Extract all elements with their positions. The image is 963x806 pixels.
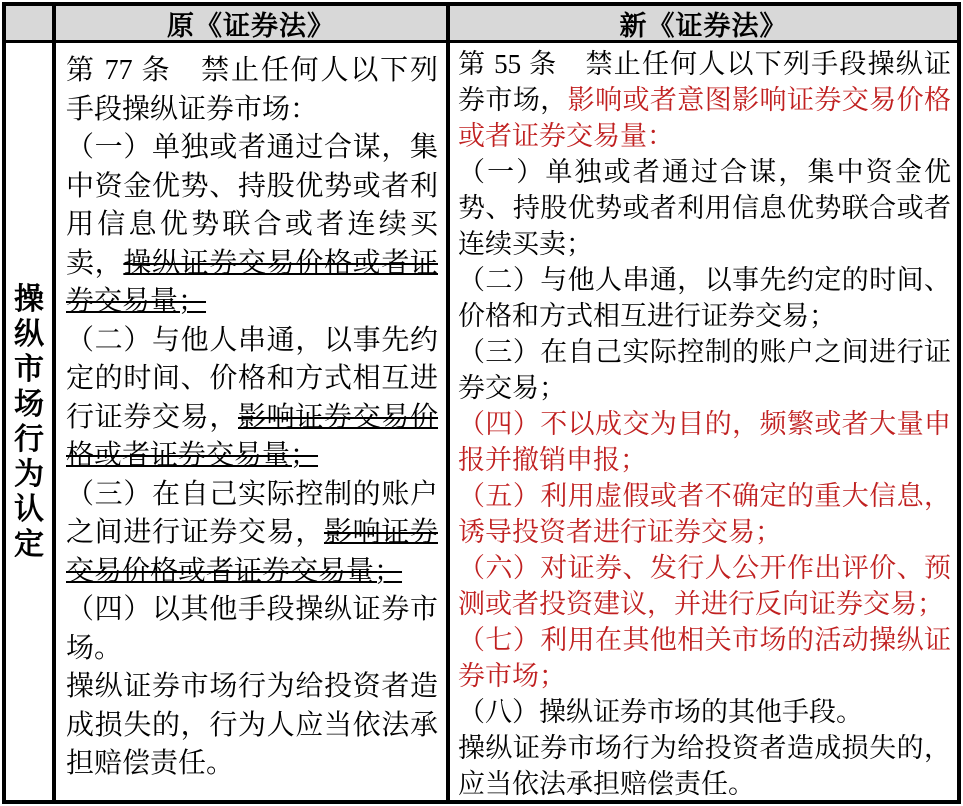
law-text-segment-deleted: 影响证券交易价格或者证券交易量； (66, 517, 438, 587)
law-comparison-table (2, 2, 961, 804)
row-label-vertical-text: 操纵市场行为认定 (14, 282, 44, 561)
law-paragraph (458, 694, 951, 730)
law-paragraph (458, 154, 951, 262)
law-text-segment-normal: （三）在自己实际控制的账户之间进行证券交易； (458, 337, 951, 403)
row-label-cell (6, 43, 56, 800)
law-text-segment-added: （五）利用虚假或者不确定的重大信息，诱导投资者进行证券交易； (458, 481, 951, 547)
law-text-segment-normal: （三）在自己实际控制的账户之间进行证券交易， (66, 478, 438, 548)
law-paragraph (458, 550, 951, 622)
law-text-segment-added: （四）不以成交为目的，频繁或者大量申报并撤销申报； (458, 409, 951, 475)
law-paragraph (66, 52, 438, 129)
law-paragraph (458, 406, 951, 478)
law-text-segment-added: （七）利用在其他相关市场的活动操纵证券市场； (458, 625, 951, 691)
law-text-segment-normal: （一）单独或者通过合谋，集中资金优势、持股优势或者利用信息优势联合或者连续买卖； (458, 157, 951, 259)
law-text-segment-normal: （四）以其他手段操纵证券市场。 (66, 594, 438, 664)
law-text-segment-normal: （二）与他人串通，以事先约定的时间、价格和方式相互进行证券交易， (66, 324, 438, 433)
law-paragraph (458, 46, 951, 154)
law-text-segment-normal: （八）操纵证券市场的其他手段。 (458, 697, 863, 727)
new-law-text-cell (450, 43, 957, 800)
law-text-segment-normal: 第 55 条 禁止任何人以下列手段操纵证券市场， (458, 49, 951, 115)
law-text-segment-deleted: 操纵证券交易价格或者证券交易量； (66, 247, 438, 317)
law-text-segment-normal: 操纵证券市场行为给投资者造成损失的，应当依法承担赔偿责任。 (458, 733, 951, 799)
law-paragraph (458, 730, 951, 800)
law-text-segment-deleted: 影响证券交易价格或者证券交易量； (66, 401, 438, 471)
law-text-segment-normal: 第 77 条 禁止任何人以下列手段操纵证券市场： (66, 55, 438, 125)
law-text-segment-normal: （一）单独或者通过合谋，集中资金优势、持股优势或者利用信息优势联合或者连续买卖， (66, 132, 438, 279)
law-paragraph (66, 129, 438, 322)
old-law-column-header: 原《证券法》 (56, 6, 450, 43)
law-text-segment-normal: （二）与他人串通，以事先约定的时间、价格和方式相互进行证券交易； (458, 265, 951, 331)
law-text-segment-normal: 操纵证券市场行为给投资者造成损失的，行为人应当依法承担赔偿责任。 (66, 671, 438, 779)
law-text-segment-added: （六）对证券、发行人公开作出评价、预测或者投资建议，并进行反向证券交易； (458, 553, 951, 619)
law-paragraph (458, 262, 951, 334)
new-law-column-header: 新《证券法》 (450, 6, 957, 43)
law-paragraph (66, 591, 438, 668)
law-paragraph (458, 478, 951, 550)
law-text-segment-added: 影响或者意图影响证券交易价格或者证券交易量： (458, 85, 952, 151)
corner-header-cell (6, 6, 56, 43)
law-paragraph (66, 668, 438, 784)
law-paragraph (458, 334, 951, 406)
law-paragraph (458, 622, 951, 694)
law-paragraph (66, 322, 438, 476)
law-paragraph (66, 476, 438, 592)
old-law-text-cell (56, 43, 450, 800)
